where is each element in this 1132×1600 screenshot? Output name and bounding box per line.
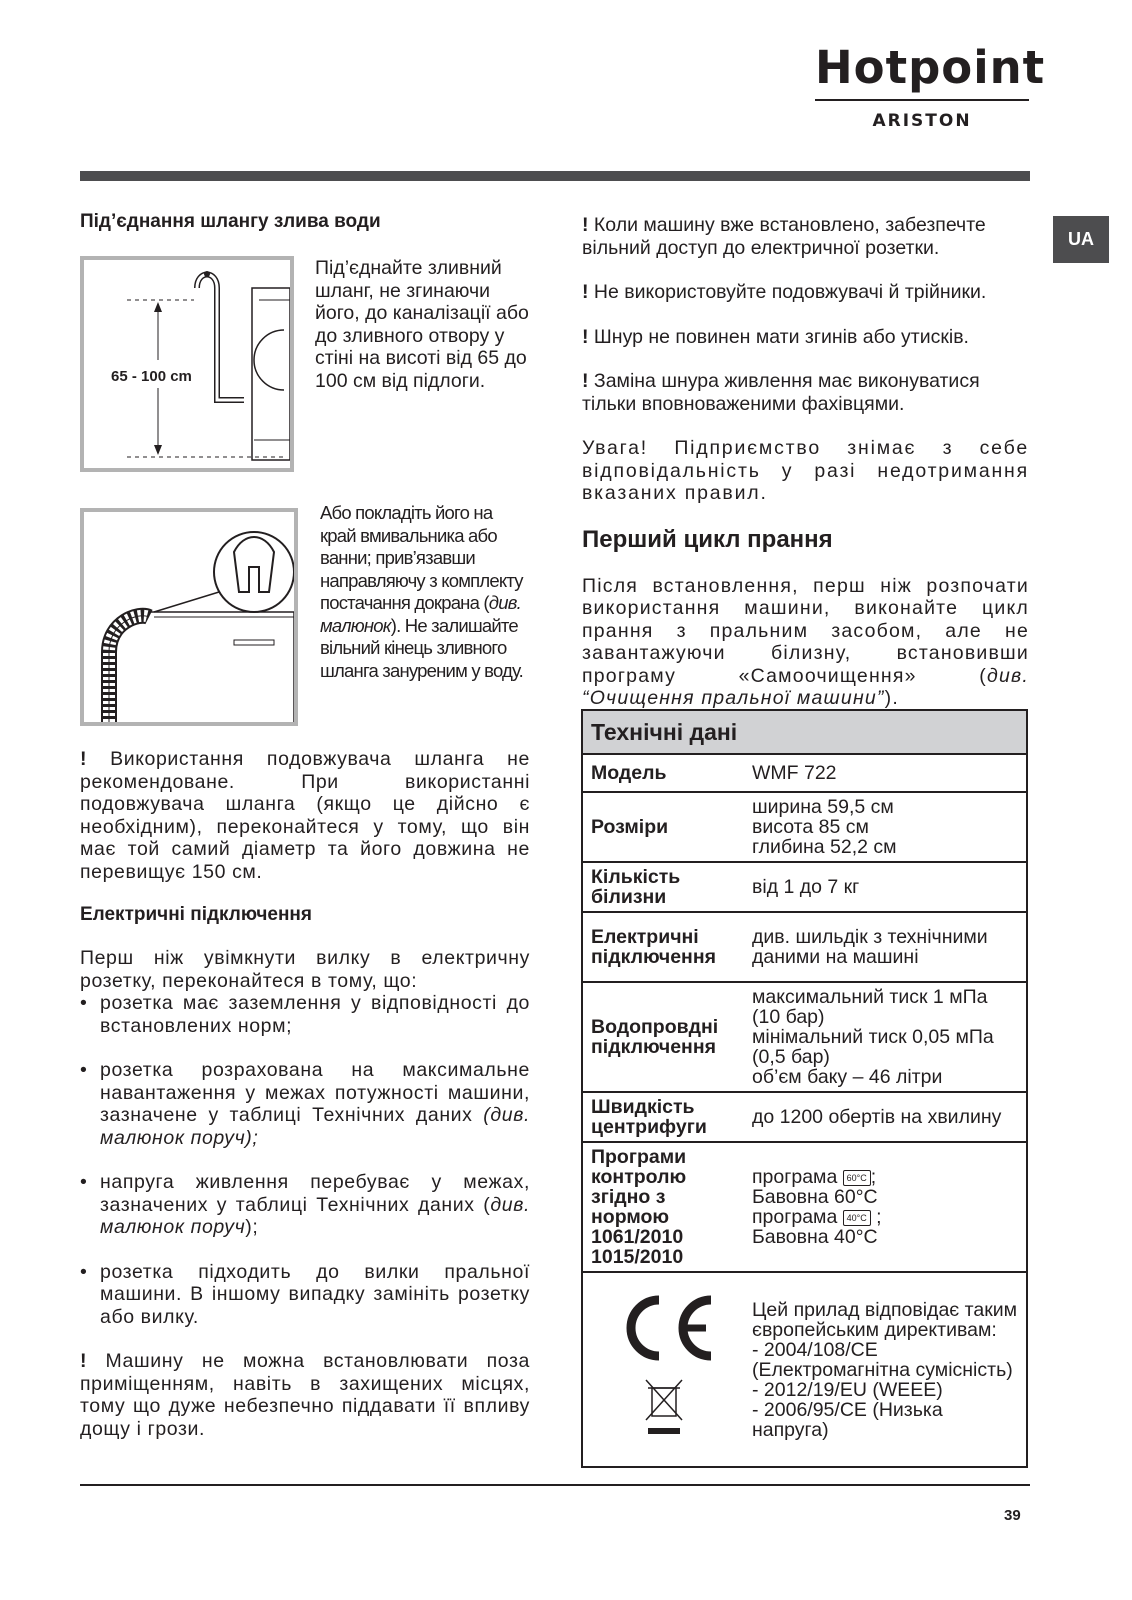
warning-mark: ! [80,748,111,770]
list-item-ref: (див. малюнок поруч); [100,1104,530,1149]
table-value-line: Бавовна 60°C [752,1186,878,1208]
table-value-line: висота 85 см [752,816,869,838]
first-wash-ref: див. “Очищення пральної машини” [582,664,1029,709]
brand-logo [815,40,1046,131]
program-40-icon: 40°C [843,1210,871,1226]
table-value-line: до 1200 обертів на хвилину [752,1106,1002,1128]
warning-text: Коли машину вже встановлено, забезпечте вільний доступ до електричної розетки. [582,214,986,259]
table-value [744,1142,1027,1272]
table-row [582,912,1027,982]
drain-hose-title: Під’єднання шлангу злива води [80,211,381,232]
warning-mark: ! [582,370,594,392]
first-wash-text-c: ). [884,687,899,709]
table-row [582,1272,1027,1467]
list-item: • розетка підходить до вилки пральної машини. В іншому випадку замініть розетку або вилку. [80,1261,530,1329]
first-wash-text [582,575,1029,710]
technical-data-table [581,709,1028,1468]
program-word: програма [752,1206,838,1228]
drain-height-figure [80,256,294,472]
weee-bin-icon [646,1380,682,1434]
ce-mark-icon [631,1300,711,1356]
table-row [582,754,1027,792]
table-value-line: максимальний тиск 1 мПа (10 бар) [752,986,988,1028]
warning-text: Шнур не повинен мати згинів або утисків. [593,325,969,348]
warning-mark: ! [582,214,594,236]
table-key: Кількість білизни [582,862,744,912]
language-tab: UA [1053,216,1109,263]
drain-height-illustration [84,260,290,468]
program-60-icon: 60°C [843,1170,871,1186]
table-key: Швидкість центрифуги [582,1092,744,1142]
table-value-line: ширина 59,5 см [752,796,894,818]
warning-cord [582,326,1029,349]
sub-brand-name: ARISTON [872,111,972,131]
drain-basin-illustration [84,512,294,722]
table-value-line: - 2004/108/CE (Електромагнітна сумісність) [752,1338,1013,1381]
table-row [582,982,1027,1092]
list-item-text: розетка розрахована на максимальне навантаження у межах потужності машини, зазначене у таблиці Технічних даних [100,1059,530,1126]
figure-height-label: 65 - 100 cm [111,368,192,385]
table-value-line: глибина 52,2 см [752,836,897,858]
table-key: Розміри [582,792,744,862]
left-lower-text [80,748,530,1440]
extension-warning [80,748,530,883]
warning-socket-access [582,214,1029,259]
brand-name: Hotpoint [815,41,1046,94]
table-value-line: WMF 722 [752,762,837,784]
table-value-line: Цей прилад відповідає таким європейським директивам: [752,1298,1018,1341]
table-title: Технічні дані [582,710,1027,754]
drain-paragraph-1: Під’єднайте зливний шланг, не згинаючи його, до каналізації або до зливного отвору у стіні на висоті від 65 до 100 см від підлоги. [315,257,529,392]
table-value-line: Бавовна 40°C [752,1226,878,1248]
list-item-ref: див. малюнок поруч [100,1193,530,1238]
list-item: • розетка має заземлення у відповідності до встановлених норм; [80,992,530,1037]
logo-divider [815,99,1029,101]
drain-basin-figure [80,508,298,726]
drain-text-2 [320,502,532,682]
table-row [582,1092,1027,1142]
drain-text-1 [315,257,530,392]
program-word: програма [752,1166,838,1188]
warning-mark: ! [582,281,594,303]
table-key: Водопровдні підключення [582,982,744,1092]
drain-paragraph-2 [320,502,532,682]
drain-paragraph-2-ref: див. малюнок [320,592,521,636]
right-column [582,214,1029,710]
warning-extensions [582,281,1029,304]
table-value-line: див. шильдік з технічними даними на машині [752,926,988,968]
electrical-intro: Перш ніж увімкнути вилку в електричну розетку, переконайтеся в тому, що: [80,947,530,992]
first-wash-title: Перший цикл прання [582,525,833,553]
drain-paragraph-2-a: Або покладіть його на край вмивальника або ванни; прив’язавши направляючу з комплекту постачання докрана ( [320,502,523,613]
table-value-line: мінімальний тиск 0,05 мПа (0,5 бар) [752,1026,994,1068]
table-key: Електричні підключення [582,912,744,982]
ce-weee-marks [614,1288,714,1448]
extension-warning-text: Використання подовжувача шланга не рекомендоване. При використанні подовжувача шланга (якщо це дійсно є необхідним), переконайтеся у тому, що він має той самий діаметр та його довжина не перевищує 150 см. [80,748,530,883]
warning-text: Не використовуйте подовжувачі й трійники. [593,281,987,303]
list-item-text-end: ); [245,1216,259,1238]
page-number: 39 [1004,1507,1021,1524]
table-row [582,1142,1027,1272]
warning-mark: ! [582,325,594,348]
warning-text: Заміна шнура живлення має виконуватися тільки вповноваженими фахівцями. [582,370,980,415]
attention-note: Увага! Підприємство знімає з себе відповідальність у разі недотримання вказаних правил. [582,437,1029,504]
table-value-line: - 2006/95/CE (Низька напруга) [752,1398,943,1441]
list-item [80,1059,530,1149]
table-value [744,862,1027,912]
first-wash-text-a: Після встановлення, перш ніж розпочати використання машини, виконайте цикл прання з пральним засобом, але не завантажуючи білизну, встановивши програму «Самоочищення» ( [582,574,1029,687]
table-value [744,912,1027,982]
footer-divider [80,1484,1030,1486]
list-item [80,1171,530,1239]
table-key: Програми контролю згідно з нормою 1061/2010 1015/2010 [582,1142,744,1272]
table-row [582,792,1027,862]
left-column [80,210,530,234]
table-value-line: від 1 до 7 кг [752,876,860,898]
drain-paragraph-2-c: ). Не залишайте вільний кінець зливного шланга зануреним у воду. [320,614,523,681]
table-value [744,754,1027,792]
table-value-line: об’єм баку – 46 літри [752,1066,943,1088]
table-value [744,982,1027,1092]
outdoor-warning [80,1350,530,1440]
electrical-checklist [80,992,530,1328]
table-value-line: програма 40°C ; [752,1206,882,1228]
table-value [744,1092,1027,1142]
table-value-line: - 2012/19/EU (WEEE) [752,1378,943,1401]
warning-cord-replacement [582,370,1029,415]
table-value [744,792,1027,862]
outdoor-warning-text: Машину не можна встановлювати поза приміщенням, навіть в захищених місцях, тому що дуже небезпечно піддавати її впливу дощу і грози. [80,1350,530,1440]
list-item-text: напруга живлення перебуває у межах, зазначених у таблиці Технічних даних ( [100,1171,530,1216]
header-bar [80,171,1030,181]
table-value [744,1272,1027,1467]
certification-cell [582,1272,744,1467]
electrical-title: Електричні підключення [80,904,312,925]
table-key: Модель [582,754,744,792]
table-row [582,862,1027,912]
warning-mark: ! [80,1350,106,1372]
table-value-line: програма 60°C ; [752,1166,877,1188]
